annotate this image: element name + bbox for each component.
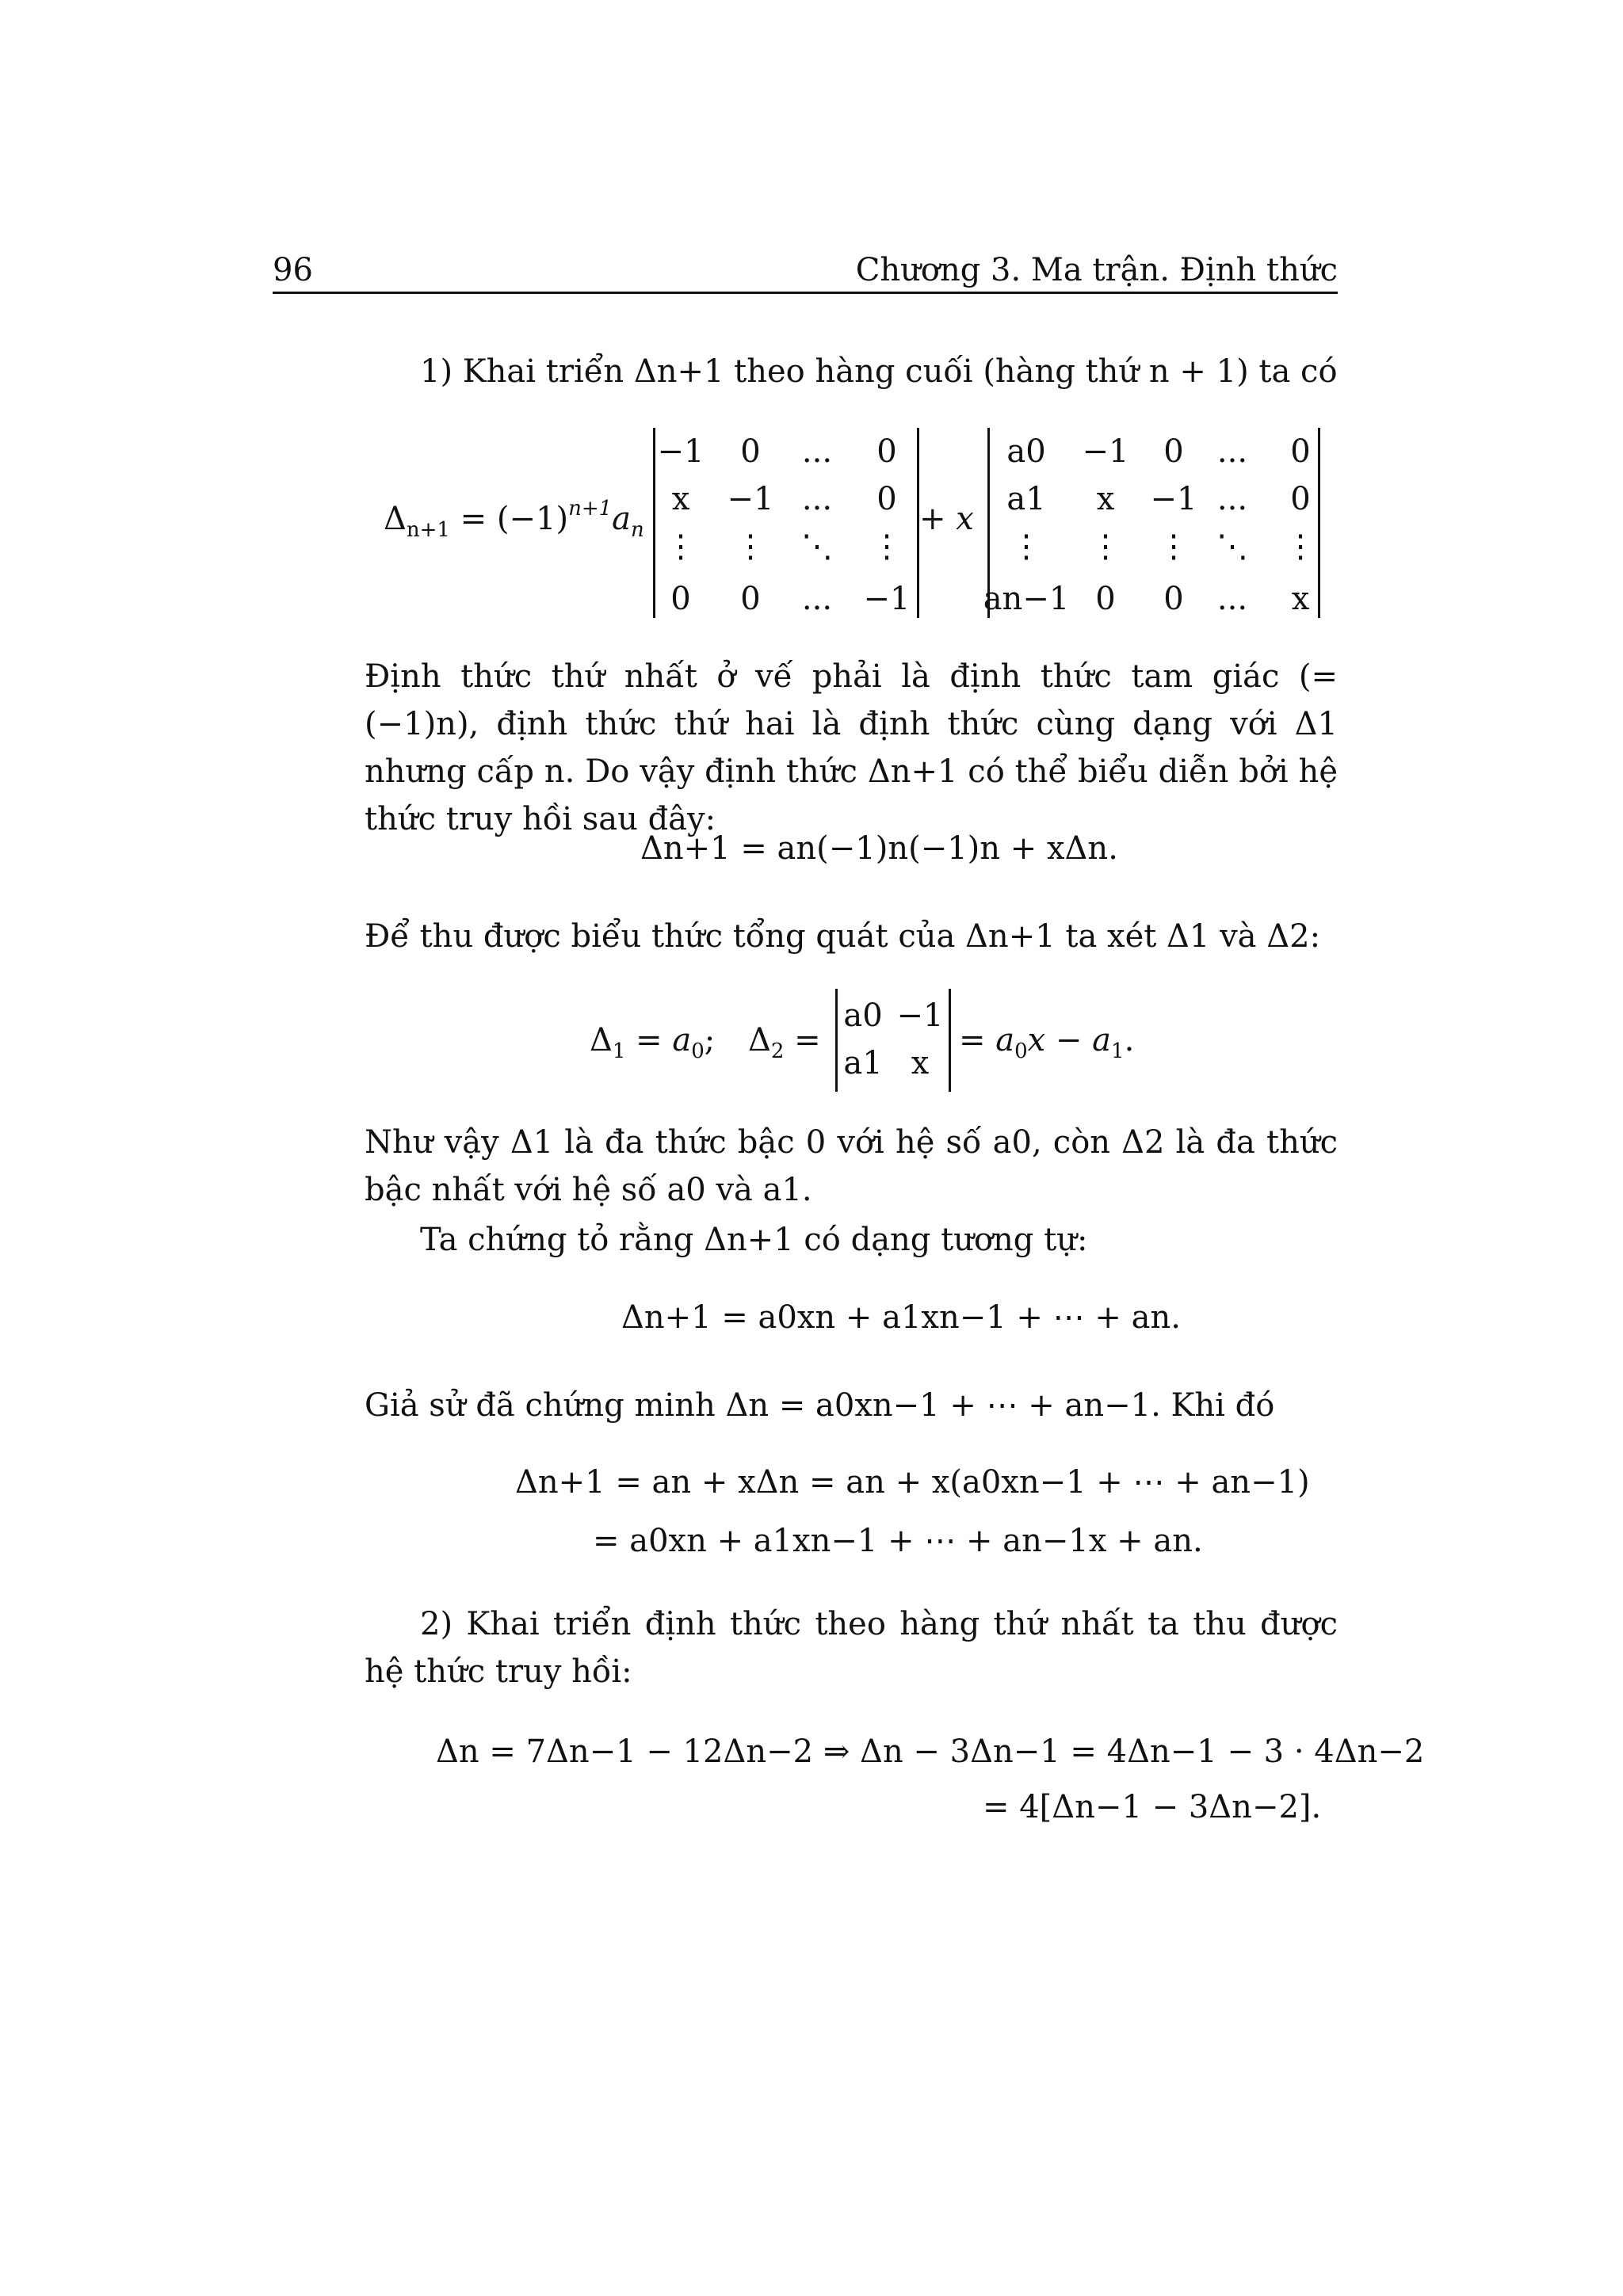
matrix-cell: 0 <box>1163 581 1184 617</box>
matrix-cell: an−1 <box>983 581 1070 617</box>
matrix-cell: ⋮ <box>735 528 766 565</box>
running-header <box>273 252 1338 292</box>
matrix-cell: a1 <box>843 1045 883 1081</box>
matrix-cell: 0 <box>740 433 761 470</box>
eq1-lhs: $\Delta_{n+1} = (-1)^{n+1}a_n$ <box>384 497 644 542</box>
eq3-rhs: = $a_0x - a_1$. <box>959 1022 1135 1063</box>
matrix-cell: −1 <box>896 997 944 1034</box>
page-number: 96 <box>273 252 313 288</box>
paragraph-induction: Giả sử đã chứng minh Δn = a0xn−1 + ⋯ + an−1. Khi đó <box>365 1387 1275 1424</box>
eq3-delta1: $\Delta_1 = a_0$; <box>590 1022 716 1063</box>
matrix-cell: −1 <box>657 433 705 470</box>
paragraph-part2: 2) Khai triển định thức theo hàng thứ nhất ta thu được hệ thức truy hồi: <box>365 1606 1338 1690</box>
matrix-cell: ⋮ <box>1285 528 1316 565</box>
determinant-2x2 <box>835 989 951 1092</box>
equation-part2-line1: Δn = 7Δn−1 − 12Δn−2 ⇒ Δn − 3Δn−1 = 4Δn−1 − 3 · 4Δn−2 <box>436 1733 1425 1770</box>
paragraph-polynomial: Như vậy Δ1 là đa thức bậc 0 với hệ số a0, còn Δ2 là đa thức bậc nhất với hệ số a0 và a1. <box>365 1124 1338 1208</box>
matrix-cell: 0 <box>1095 581 1116 617</box>
chapter-title: Chương 3. Ma trận. Định thức <box>855 252 1338 288</box>
header-rule <box>273 292 1338 294</box>
matrix-cell: ⋮ <box>1010 528 1042 565</box>
eq3-delta2-lhs: $\Delta_2$ = <box>748 1022 821 1063</box>
equation-general-form: Δn+1 = a0xn + a1xn−1 + ⋯ + an. <box>621 1299 1181 1336</box>
matrix-cell: 0 <box>1290 481 1311 517</box>
matrix-cell: 0 <box>876 481 897 517</box>
matrix-cell: ... <box>801 581 833 617</box>
equation-recurrence: Δn+1 = an(−1)n(−1)n + xΔn. <box>640 830 1118 867</box>
matrix-cell: 0 <box>876 433 897 470</box>
matrix-cell: ... <box>1216 433 1248 470</box>
paragraph-claim: Ta chứng tỏ rằng Δn+1 có dạng tương tự: <box>420 1222 1088 1258</box>
eq1-plus-x: + x <box>919 501 974 537</box>
paragraph-triangular: Định thức thứ nhất ở vế phải là định thức tam giác (= (−1)n), định thức thứ hai là định thức cùng dạng với Δ1 nhưng cấp n. Do vậy định thức Δn+1 có thể biểu diễn bởi hệ thức truy hồi sau đây: <box>365 658 1338 837</box>
matrix-cell: 0 <box>1163 433 1184 470</box>
determinant-2 <box>983 428 1320 618</box>
matrix-cell: ... <box>1216 481 1248 517</box>
matrix-cell: −1 <box>727 481 774 517</box>
matrix-cell: x <box>911 1045 930 1081</box>
matrix-cell: 0 <box>1290 433 1311 470</box>
matrix-cell: x <box>671 481 690 517</box>
matrix-cell: a0 <box>843 997 883 1034</box>
matrix-cell: −1 <box>863 581 911 617</box>
matrix-cell: ⋮ <box>871 528 903 565</box>
matrix-cell: x <box>1096 481 1115 517</box>
matrix-cell: ... <box>801 433 833 470</box>
matrix-cell: ⋮ <box>1090 528 1121 565</box>
determinant-1 <box>653 428 919 618</box>
matrix-cell: ... <box>801 481 833 517</box>
equation-induction-line2: = a0xn + a1xn−1 + ⋯ + an−1x + an. <box>593 1523 1203 1559</box>
paragraph-consider: Để thu được biểu thức tổng quát của Δn+1 ta xét Δ1 và Δ2: <box>365 918 1321 955</box>
matrix-cell: 0 <box>670 581 691 617</box>
part1-intro: 1) Khai triển Δn+1 theo hàng cuối (hàng thứ n + 1) ta có <box>420 353 1338 390</box>
equation-part2-line2: = 4[Δn−1 − 3Δn−2]. <box>983 1789 1322 1825</box>
matrix-cell: 0 <box>740 581 761 617</box>
matrix-cell: x <box>1291 581 1310 617</box>
matrix-cell: −1 <box>1150 481 1197 517</box>
equation-induction-line1: Δn+1 = an + xΔn = an + x(a0xn−1 + ⋯ + an−1) <box>515 1464 1310 1501</box>
matrix-cell: ⋱ <box>801 528 833 565</box>
matrix-cell: a1 <box>1006 481 1046 517</box>
matrix-cell: a0 <box>1006 433 1046 470</box>
matrix-cell: ⋮ <box>1158 528 1190 565</box>
matrix-cell: ⋱ <box>1216 528 1248 565</box>
matrix-cell: −1 <box>1082 433 1129 470</box>
matrix-cell: ... <box>1216 581 1248 617</box>
matrix-cell: ⋮ <box>665 528 697 565</box>
